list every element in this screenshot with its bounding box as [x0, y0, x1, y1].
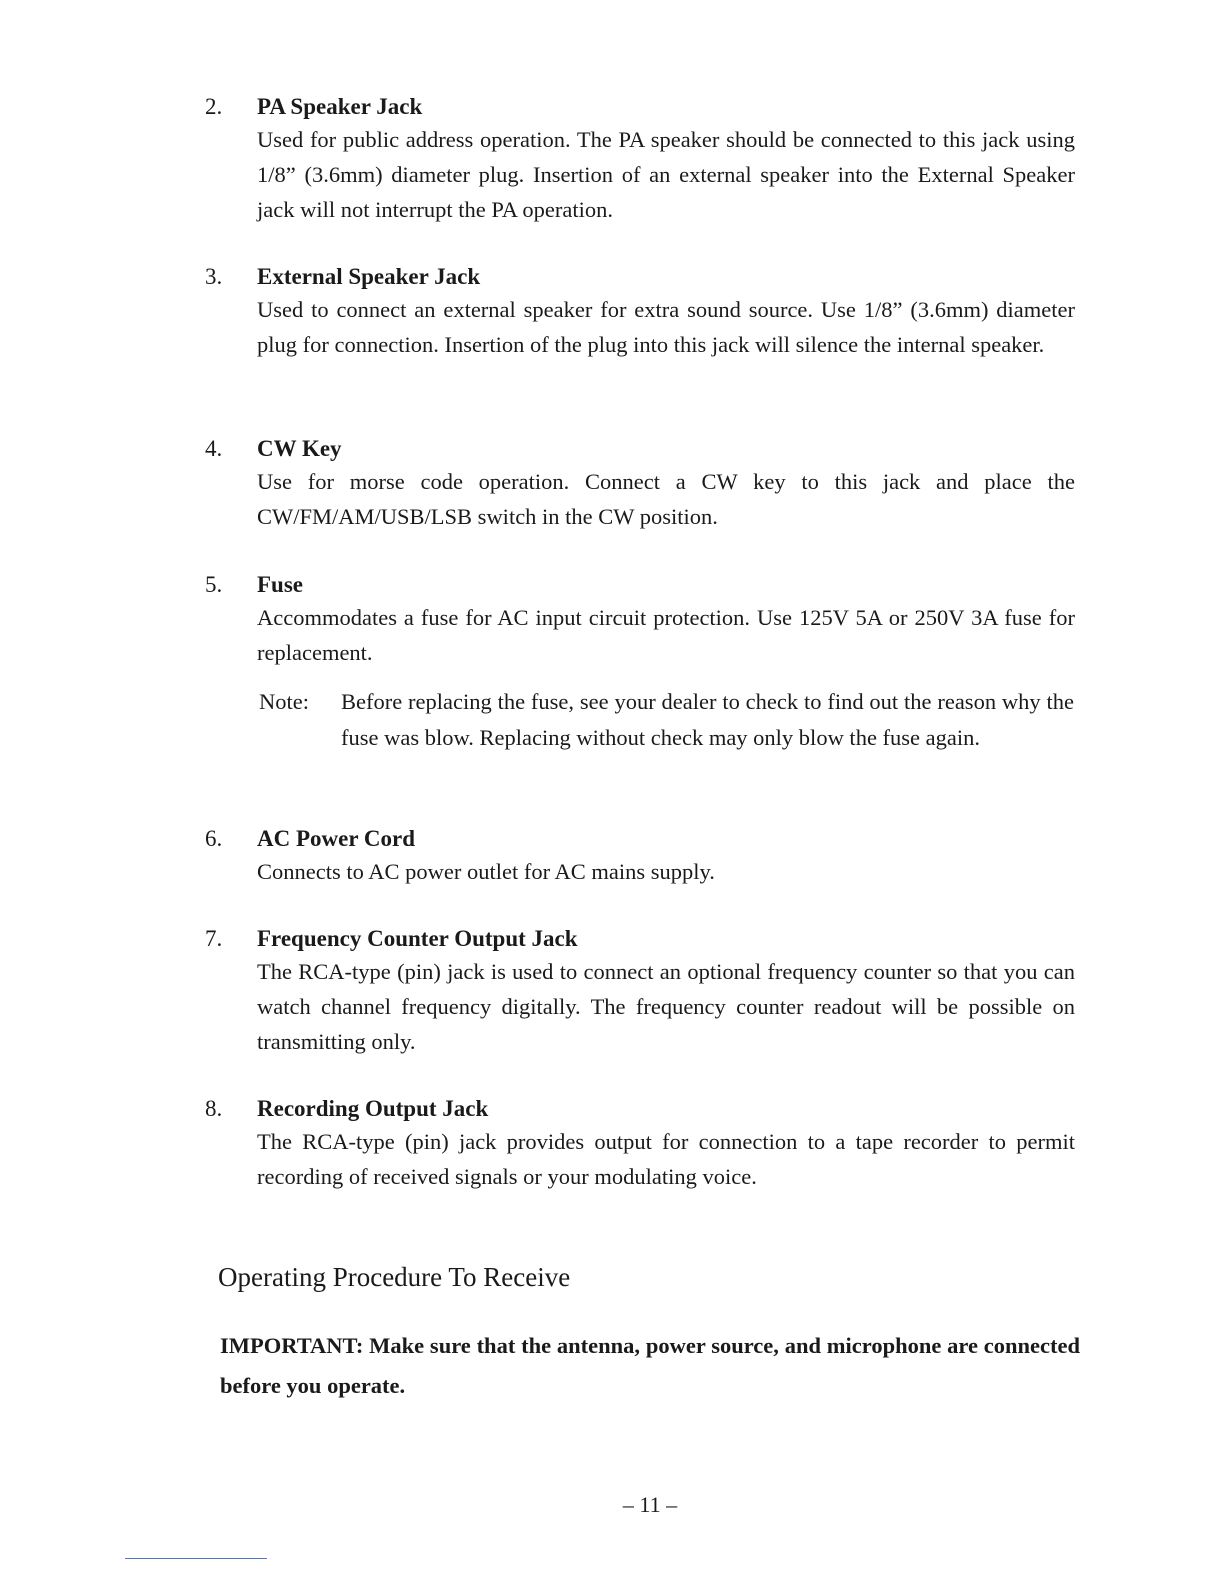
- item-title: AC Power Cord: [257, 826, 415, 851]
- item-title: Recording Output Jack: [257, 1096, 489, 1121]
- item-description: Accommodates a fuse for AC input circuit protection. Use 125V 5A or 250V 3A fuse for replacement.: [257, 605, 1075, 665]
- item-recording-output-jack: [205, 1094, 1075, 1194]
- item-number: 3.: [205, 264, 223, 289]
- item-pa-speaker-jack: [205, 92, 1075, 227]
- item-description: Used for public address operation. The PA speaker should be connected to this jack using 1/8” (3.6mm) diameter plug. Insertion of an external speaker into the External Speaker jack will not interrupt the PA operation.: [257, 127, 1075, 222]
- item-frequency-counter-output-jack: [205, 924, 1075, 1059]
- item-description: Use for morse code operation. Connect a CW key to this jack and place the CW/FM/AM/USB/LSB switch in the CW position.: [257, 469, 1075, 529]
- item-title: PA Speaker Jack: [257, 94, 423, 119]
- item-external-speaker-jack: [205, 262, 1075, 362]
- item-number: 7.: [205, 926, 223, 951]
- item-description: Connects to AC power outlet for AC mains supply.: [257, 859, 715, 884]
- item-number: 4.: [205, 436, 223, 461]
- footer-rule: [125, 1558, 267, 1559]
- item-title: External Speaker Jack: [257, 264, 481, 289]
- section-heading: Operating Procedure To Receive: [218, 1262, 571, 1292]
- item-ac-power-cord: [205, 824, 1075, 889]
- item-title: Fuse: [257, 572, 303, 597]
- item-description: The RCA-type (pin) jack provides output for connection to a tape recorder to permit recording of received signals or your modulating voice.: [257, 1129, 1075, 1189]
- note-text: Before replacing the fuse, see your dealer to check to find out the reason why the fuse was blow. Replacing without check may only blow the fuse again.: [341, 689, 1074, 750]
- item-description: Used to connect an external speaker for extra sound source. Use 1/8” (3.6mm) diameter plug for connection. Insertion of the plug into this jack will silence the internal speaker.: [257, 297, 1075, 357]
- item-title: CW Key: [257, 436, 342, 461]
- page-number: – 11 –: [622, 1492, 678, 1517]
- note-label: Note:: [259, 689, 309, 714]
- item-number: 8.: [205, 1096, 223, 1121]
- item-fuse: [205, 570, 1075, 670]
- important-notice: IMPORTANT: Make sure that the antenna, power source, and microphone are connected before you operate.: [220, 1333, 1080, 1398]
- item-cw-key: [205, 434, 1075, 534]
- item-title: Frequency Counter Output Jack: [257, 926, 578, 951]
- fuse-note: [259, 684, 1074, 756]
- item-number: 5.: [205, 572, 223, 597]
- item-number: 2.: [205, 94, 223, 119]
- item-description: The RCA-type (pin) jack is used to connect an optional frequency counter so that you can watch channel frequency digitally. The frequency counter readout will be possible on transmitting only.: [257, 959, 1075, 1054]
- item-number: 6.: [205, 826, 223, 851]
